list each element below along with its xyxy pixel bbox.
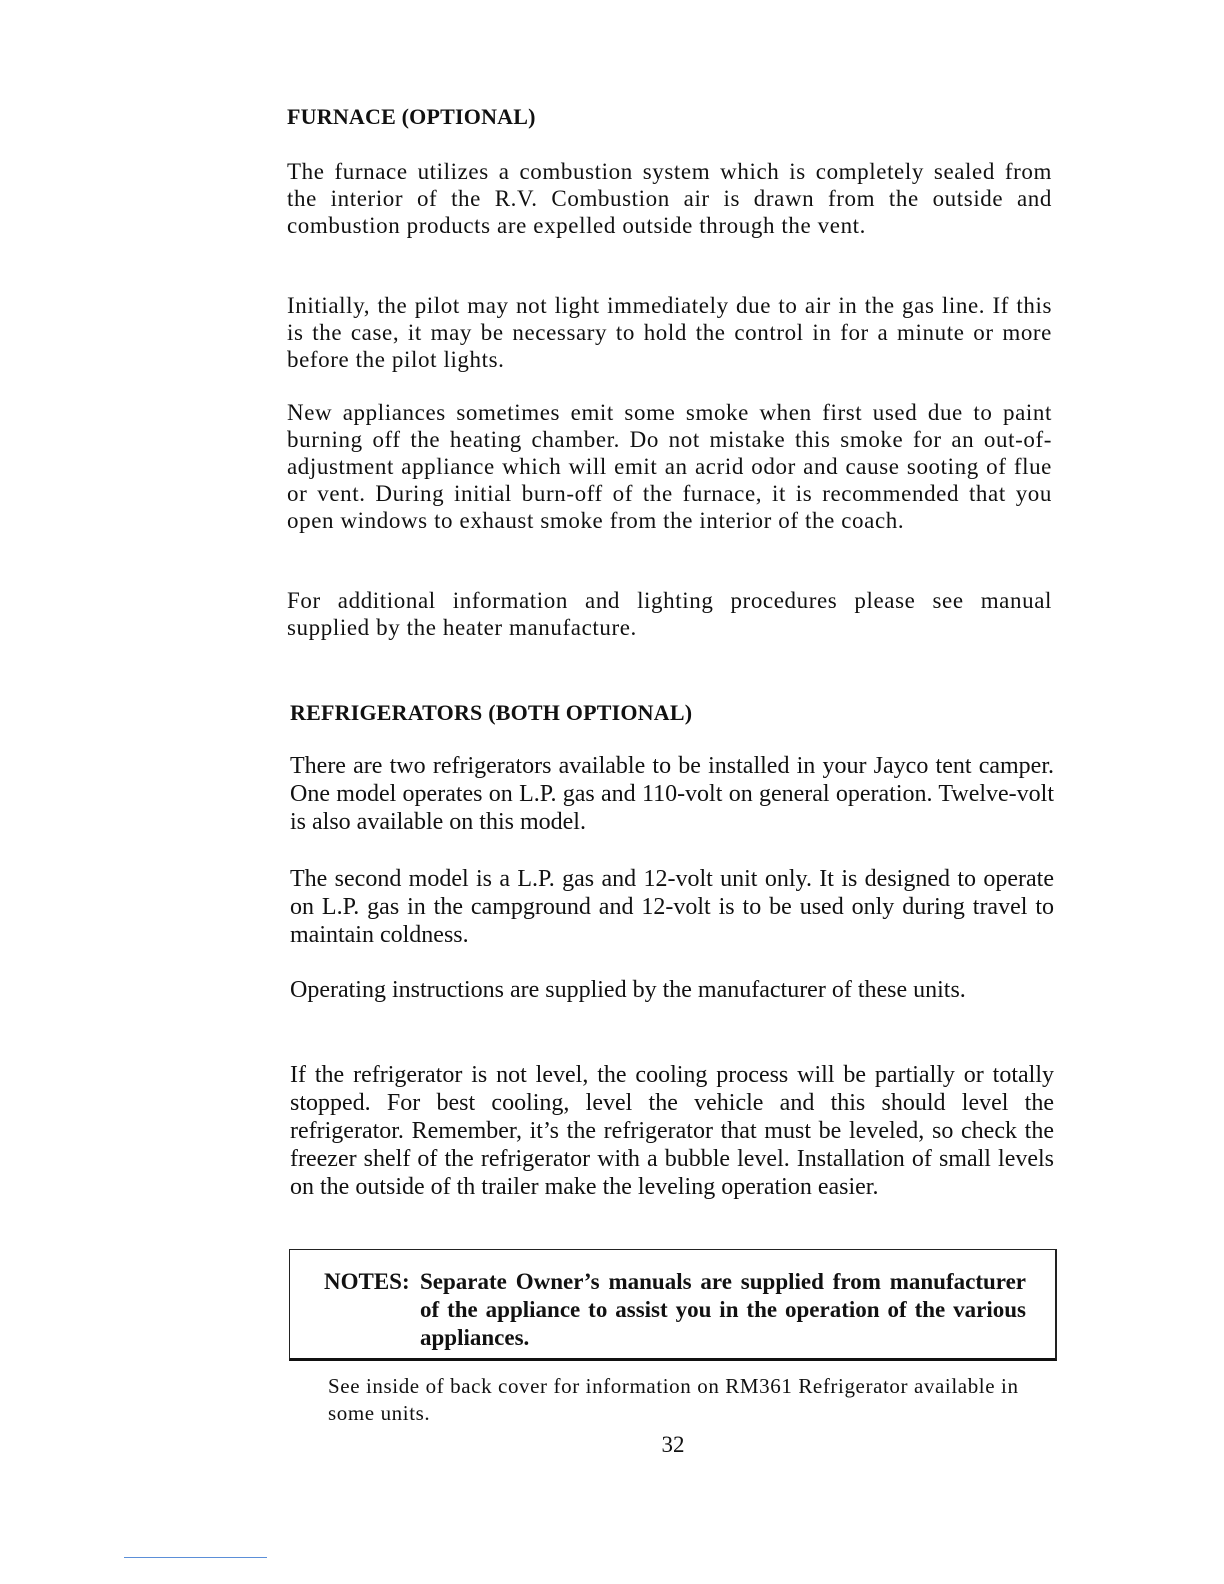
page-number: 32 <box>661 1432 685 1457</box>
notes-label: NOTES: <box>324 1269 410 1294</box>
footnote-back-cover: See inside of back cover for information on RM361 Refrigerator available in some units. <box>328 1374 1019 1425</box>
furnace-heading: FURNACE (OPTIONAL) <box>287 104 536 129</box>
notes-box <box>289 1249 1057 1361</box>
refrigerators-paragraph-models: There are two refrigerators available to be installed in your Jayco tent camper. One model operates on L.P. gas and 110-volt on general operation. Twelve-volt is also available on this model. <box>290 753 1054 835</box>
furnace-paragraph-pilot: Initially, the pilot may not light immediately due to air in the gas line. If this is the case, it may be necessary to hold the control in for a minute or more before the pilot lights. <box>287 293 1052 372</box>
furnace-paragraph-combustion: The furnace utilizes a combustion system which is completely sealed from the interior of the R.V. Combustion air is drawn from the outside and combustion products are expelled outside through the vent. <box>287 159 1052 238</box>
refrigerators-paragraph-instructions: Operating instructions are supplied by the manufacturer of these units. <box>290 977 966 1003</box>
furnace-paragraph-smoke: New appliances sometimes emit some smoke when first used due to paint burning off the heating chamber. Do not mistake this smoke for an out-of-adjustment appliance which will emit an acrid odor and cause sooting of flue or vent. During initial burn-off of the furnace, it is recommended that you open windows to exhaust smoke from the interior of the coach. <box>287 400 1052 533</box>
scan-edge-line <box>124 1557 267 1558</box>
furnace-paragraph-additional-info: For additional information and lighting procedures please see manual supplied by the heater manufacture. <box>287 588 1052 640</box>
notes-text: Separate Owner’s manuals are supplied from manufacturer of the appliance to assist you in the operation of the various appliances. <box>420 1269 1026 1350</box>
refrigerators-paragraph-leveling: If the refrigerator is not level, the cooling process will be partially or totally stopped. For best cooling, level the vehicle and this should level the refrigerator. Remember, it’s the refrigerator that must be leveled, so check the freezer shelf of the refrigerator with a bubble level. Installation of small levels on the outside of th trailer make the leveling operation easier. <box>290 1062 1054 1200</box>
refrigerators-heading: REFRIGERATORS (BOTH OPTIONAL) <box>290 700 693 725</box>
refrigerators-paragraph-second-model: The second model is a L.P. gas and 12-volt unit only. It is designed to operate on L.P. gas in the campground and 12-volt is to be used only during travel to maintain coldness. <box>290 866 1054 948</box>
